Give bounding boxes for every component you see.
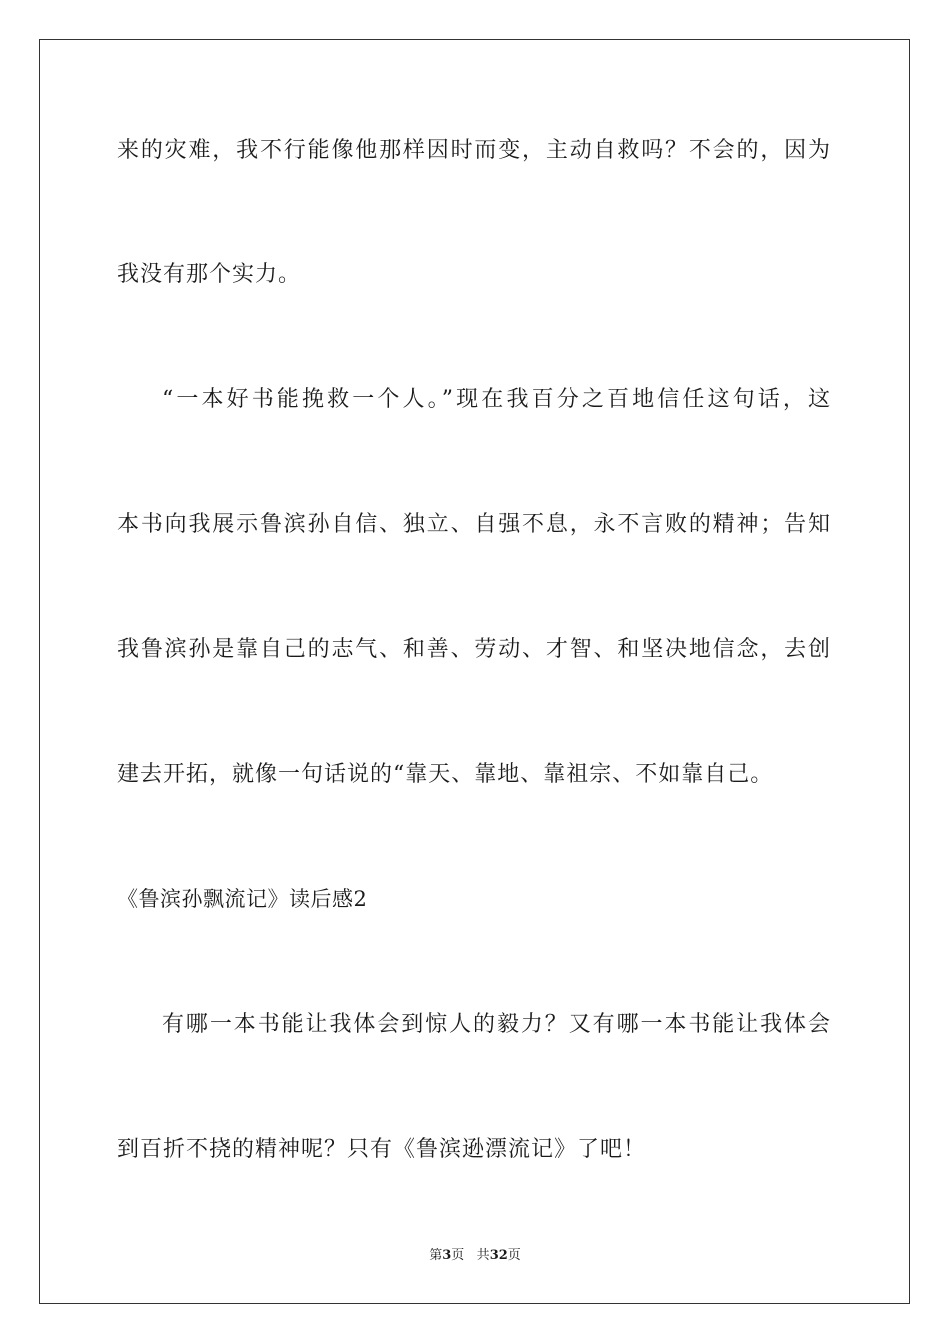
page-footer bbox=[0, 1247, 950, 1265]
footer-page-suffix: 页 bbox=[451, 1248, 465, 1263]
body-line-3: “一本好书能挽救一个人。”现在我百分之百地信任这句话，这 bbox=[162, 387, 830, 412]
footer-total-pages: 32 bbox=[489, 1248, 508, 1263]
footer-total-suffix: 页 bbox=[507, 1248, 521, 1263]
page-border bbox=[39, 39, 910, 1304]
body-line-7: 有哪一本书能让我体会到惊人的毅力？又有哪一本书能让我体会 bbox=[162, 1012, 830, 1037]
section-heading: 《鲁滨孙飘流记》读后感2 bbox=[117, 887, 368, 911]
footer-total-prefix: 共 bbox=[476, 1248, 490, 1263]
body-line-4: 本书向我展示鲁滨孙自信、独立、自强不息，永不言败的精神；告知 bbox=[117, 512, 830, 537]
footer-page-number: 3 bbox=[442, 1248, 452, 1263]
footer-page-prefix: 第 bbox=[429, 1248, 443, 1263]
body-line-6: 建去开拓，就像一句话说的“靠天、靠地、靠祖宗、不如靠自己。 bbox=[117, 762, 774, 787]
body-line-8: 到百折不挠的精神呢？只有《鲁滨逊漂流记》了吧！ bbox=[117, 1137, 647, 1162]
body-line-2: 我没有那个实力。 bbox=[117, 262, 302, 287]
body-line-5: 我鲁滨孙是靠自己的志气、和善、劳动、才智、和坚决地信念，去创 bbox=[117, 637, 830, 662]
body-line-1: 来的灾难，我不行能像他那样因时而变，主动自救吗？不会的，因为 bbox=[117, 138, 830, 163]
